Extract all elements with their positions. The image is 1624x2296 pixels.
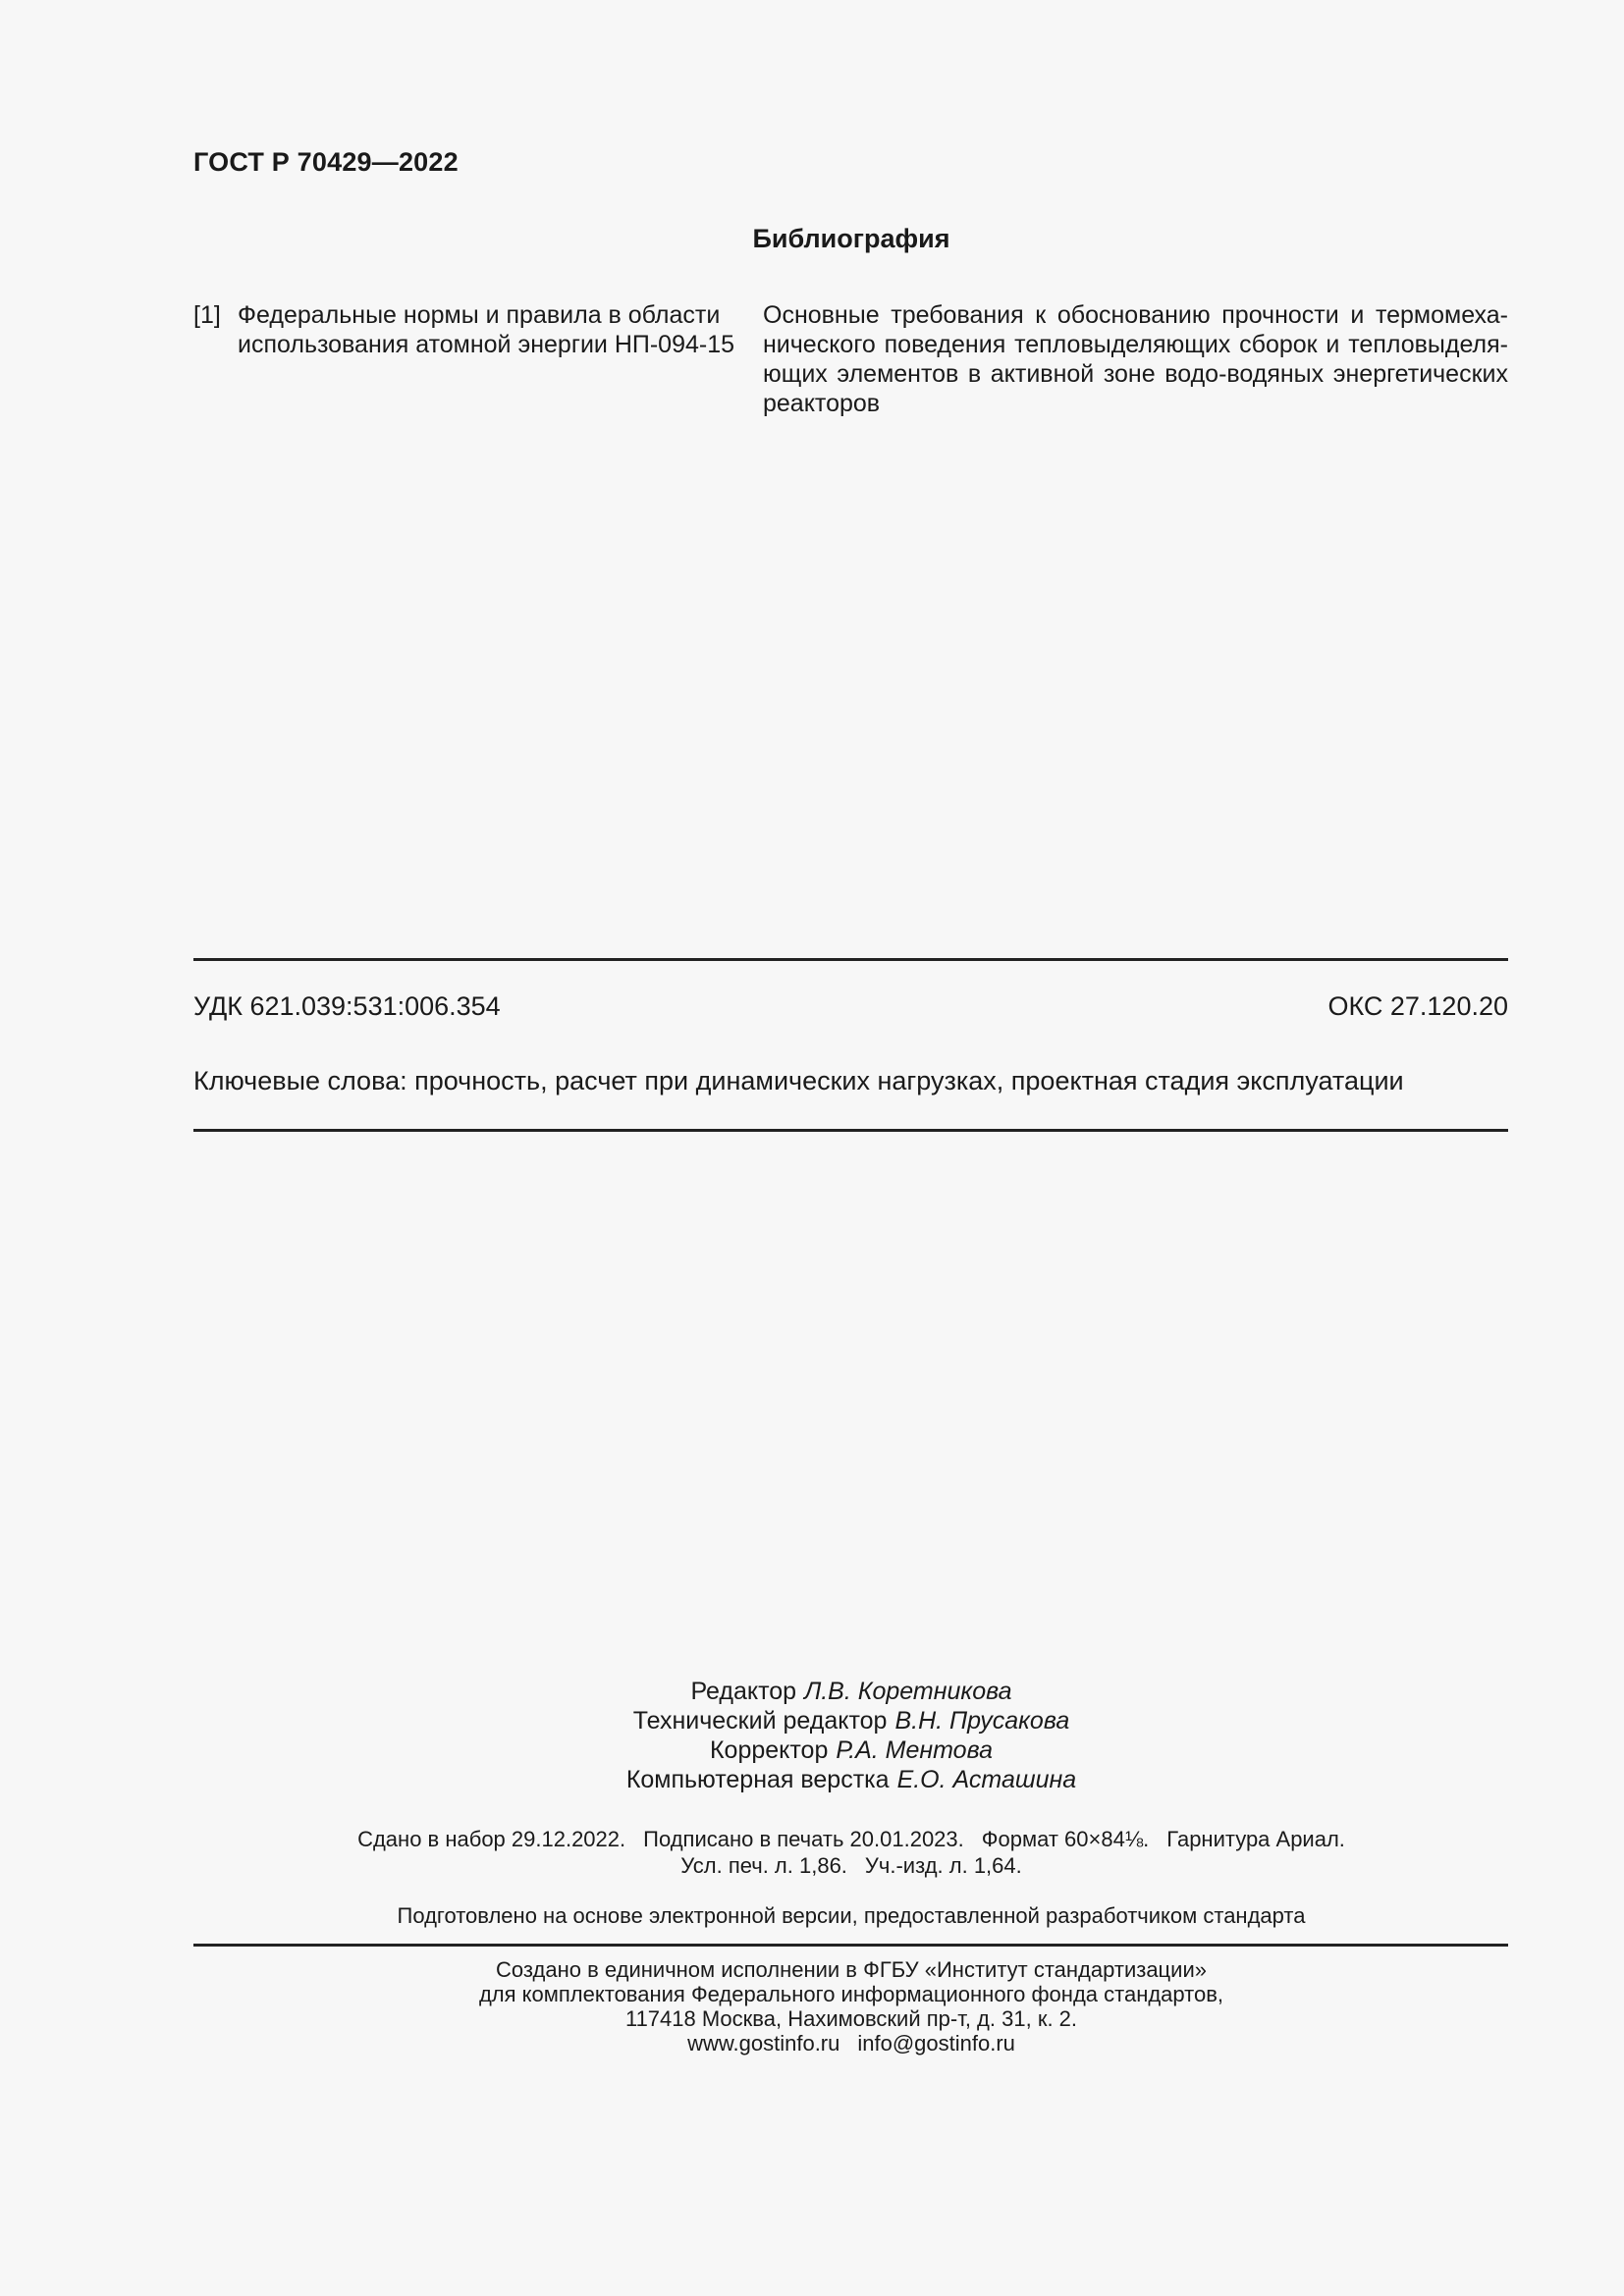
reference-source-line: Федеральные нормы и правила в области [238,301,721,329]
email-link[interactable]: info@gostinfo.ru [857,2031,1015,2056]
reference-description: Основные требования к обоснованию прочности и термомеханического поведения тепловыделяющих сборок и тепловыделяющих элементов в активной зоне водо-водяных энергетических реакторов [763,301,1508,417]
paper-format: Формат 60×84⅛. [981,1827,1150,1851]
bottom-divider [193,1129,1508,1132]
print-info-line [0,1826,1624,1852]
credit-name: Е.О. Асташина [896,1766,1077,1793]
credit-name: В.Н. Прусакова [894,1707,1070,1735]
top-divider [193,958,1508,961]
credit-name: Л.В. Коретникова [804,1678,1012,1705]
credit-line [0,1677,1624,1706]
oks-code: ОКС 27.120.20 [1327,991,1508,1021]
footer-links [0,2031,1624,2056]
keywords: Ключевые слова: прочность, расчет при динамических нагрузках, проектная стадия эксплуатации [193,1066,1404,1095]
signed-date: Подписано в печать 20.01.2023. [643,1827,964,1851]
footer-divider [193,1944,1508,1947]
bibliography-title: Библиография [752,224,950,253]
credit-line [0,1706,1624,1735]
publication-sheets: Уч.-изд. л. 1,64. [864,1853,1022,1878]
reference-source [238,300,748,359]
credits-block [0,1677,1624,1794]
credit-line [0,1765,1624,1794]
credit-role: Компьютерная верстка [625,1766,890,1793]
footer-line: 117418 Москва, Нахимовский пр-т, д. 31, к. 2. [624,2006,1078,2031]
website-link[interactable]: www.gostinfo.ru [687,2031,840,2056]
credit-name: Р.А. Ментова [836,1736,993,1764]
submitted-date: Сдано в набор 29.12.2022. [357,1827,626,1851]
credit-role: Редактор [690,1678,797,1705]
credit-role: Технический редактор [632,1707,888,1735]
credit-role: Корректор [709,1736,829,1764]
typeface: Гарнитура Ариал. [1166,1827,1345,1851]
footer-line: Создано в единичном исполнении в ФГБУ «Институт стандартизации» [496,1957,1207,1982]
udk-code: УДК 621.039:531:006.354 [193,991,501,1021]
print-info [0,1826,1624,1879]
print-info-line [0,1852,1624,1879]
printed-sheets: Усл. печ. л. 1,86. [680,1853,847,1878]
document-code: ГОСТ Р 70429—2022 [193,147,459,177]
reference-number: [1] [193,301,221,329]
footer-block [0,1957,1624,2056]
credit-line [0,1735,1624,1765]
reference-source-line: использования атомной энергии НП-094-15 [238,331,735,358]
footer-line: для комплектования Федерального информационного фонда стандартов, [478,1982,1224,2006]
prepared-note: Подготовлено на основе электронной версии, предоставленной разработчиком стандарта [397,1903,1306,1928]
